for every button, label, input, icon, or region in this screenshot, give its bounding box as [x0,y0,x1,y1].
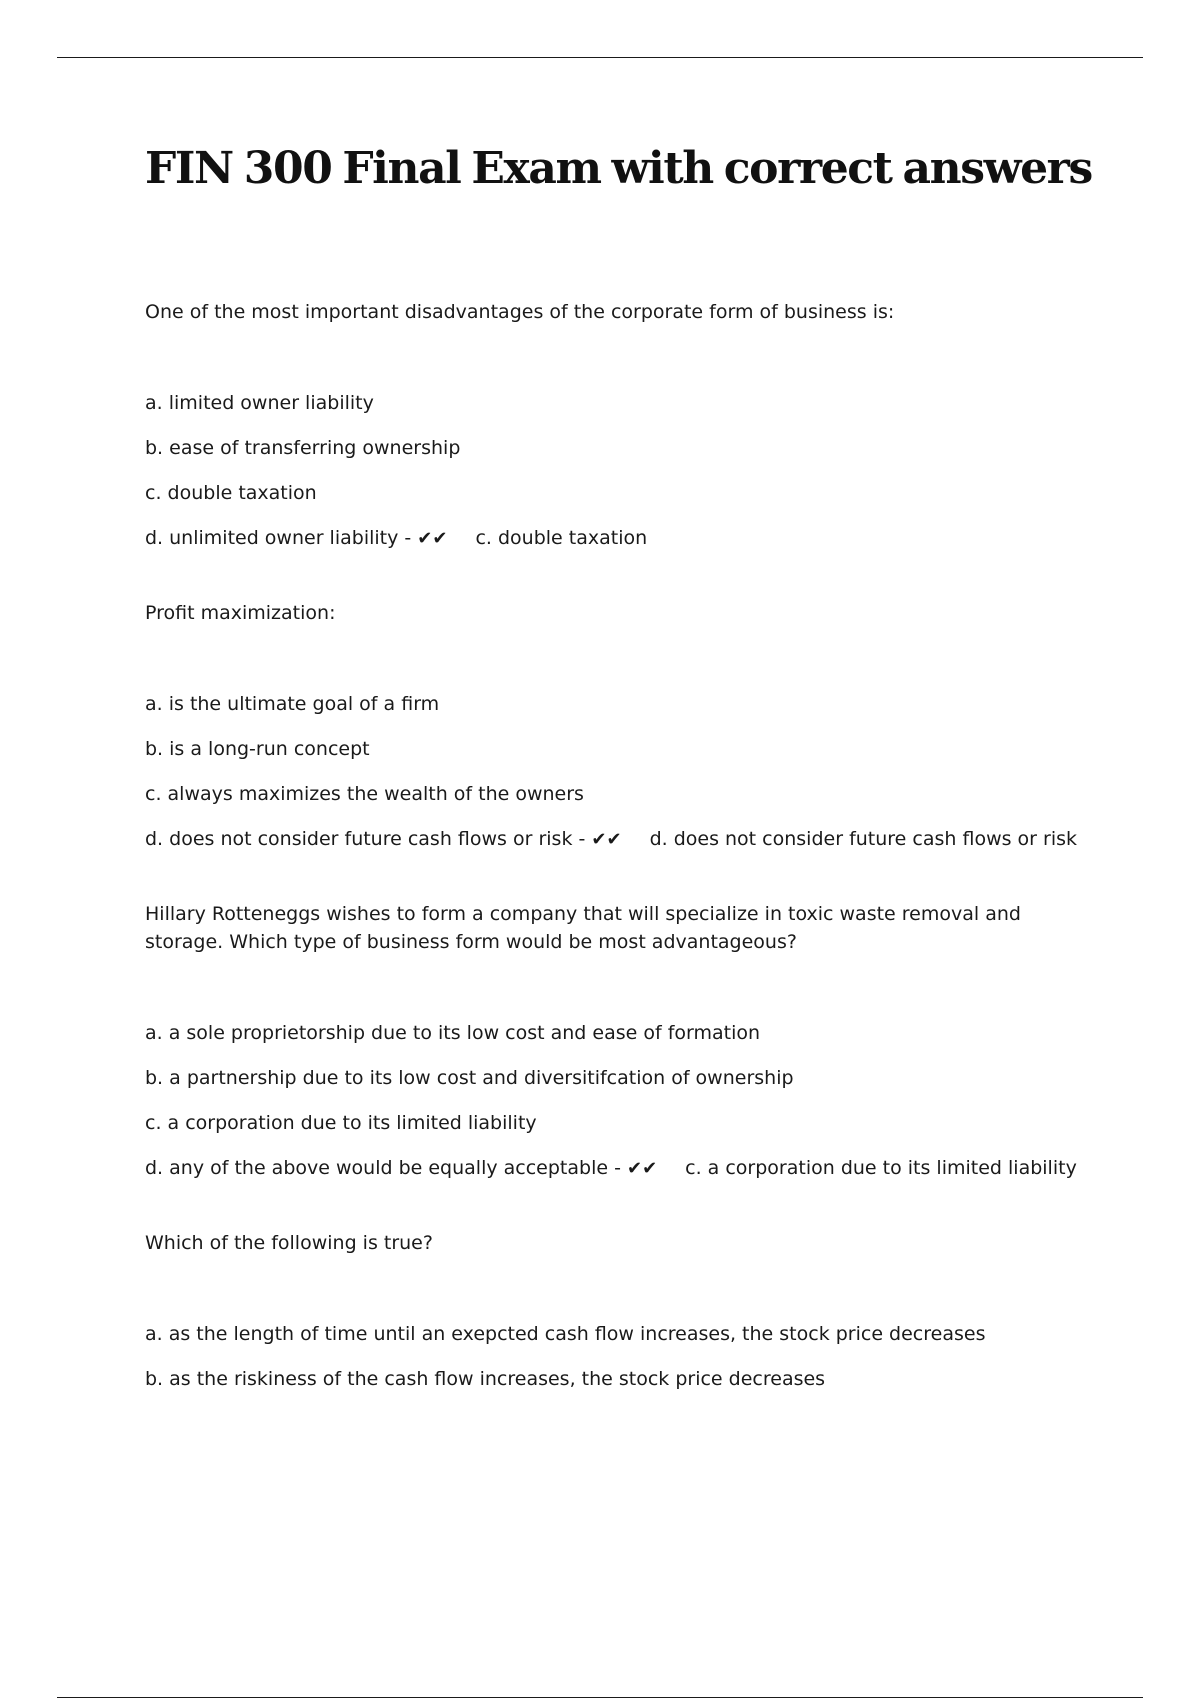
option-b: b. is a long-run concept [145,738,370,760]
option-c: c. double taxation [145,482,317,504]
option-d-with-answer [145,1154,1080,1183]
option-list [145,1019,1080,1183]
option-b: b. a partnership due to its low cost and diversitifcation of ownership [145,1067,794,1089]
option-d-with-answer [145,524,1080,553]
question-text: Which of the following is true? [145,1232,433,1254]
header-rule [57,57,1143,58]
option-a: a. is the ultimate goal of a firm [145,693,440,715]
correct-answer: c. double taxation [475,527,648,549]
check-mark-icon: ✔✔ [417,528,448,549]
option-list [145,1320,1080,1393]
option-list [145,389,1080,553]
correct-answer: d. does not consider future cash flows or risk [649,828,1078,850]
option-c: c. always maximizes the wealth of the owners [145,783,584,805]
question-3 [145,900,1080,1183]
option-d: d. any of the above would be equally acceptable - [145,1157,627,1179]
option-a: a. limited owner liability [145,392,374,414]
option-a: a. as the length of time until an exepcted cash flow increases, the stock price decreases [145,1323,986,1345]
option-b: b. ease of transferring ownership [145,437,461,459]
footer-rule [57,1697,1143,1698]
option-c: c. a corporation due to its limited liability [145,1112,537,1134]
question-text: One of the most important disadvantages of the corporate form of business is: [145,301,895,323]
question-2 [145,599,1080,854]
document-title: FIN 300 Final Exam with correct answers [145,143,1092,194]
question-1 [145,298,1080,553]
option-d-with-answer [145,825,1080,854]
check-mark-icon: ✔✔ [626,1158,658,1179]
option-d: d. does not consider future cash flows or risk - [145,828,592,850]
correct-answer: c. a corporation due to its limited liability [685,1157,1077,1179]
question-list [145,298,1080,1410]
question-4 [145,1229,1080,1393]
option-list [145,690,1080,854]
option-b: b. as the riskiness of the cash flow increases, the stock price decreases [145,1368,826,1390]
check-mark-icon: ✔✔ [591,829,622,850]
option-a: a. a sole proprietorship due to its low cost and ease of formation [145,1022,761,1044]
question-text: Profit maximization: [145,602,336,624]
option-d: d. unlimited owner liability - [145,527,418,549]
question-text: Hillary Rotteneggs wishes to form a company that will specialize in toxic waste removal and storage. Which type of business form would be most advantageous? [145,903,1021,953]
